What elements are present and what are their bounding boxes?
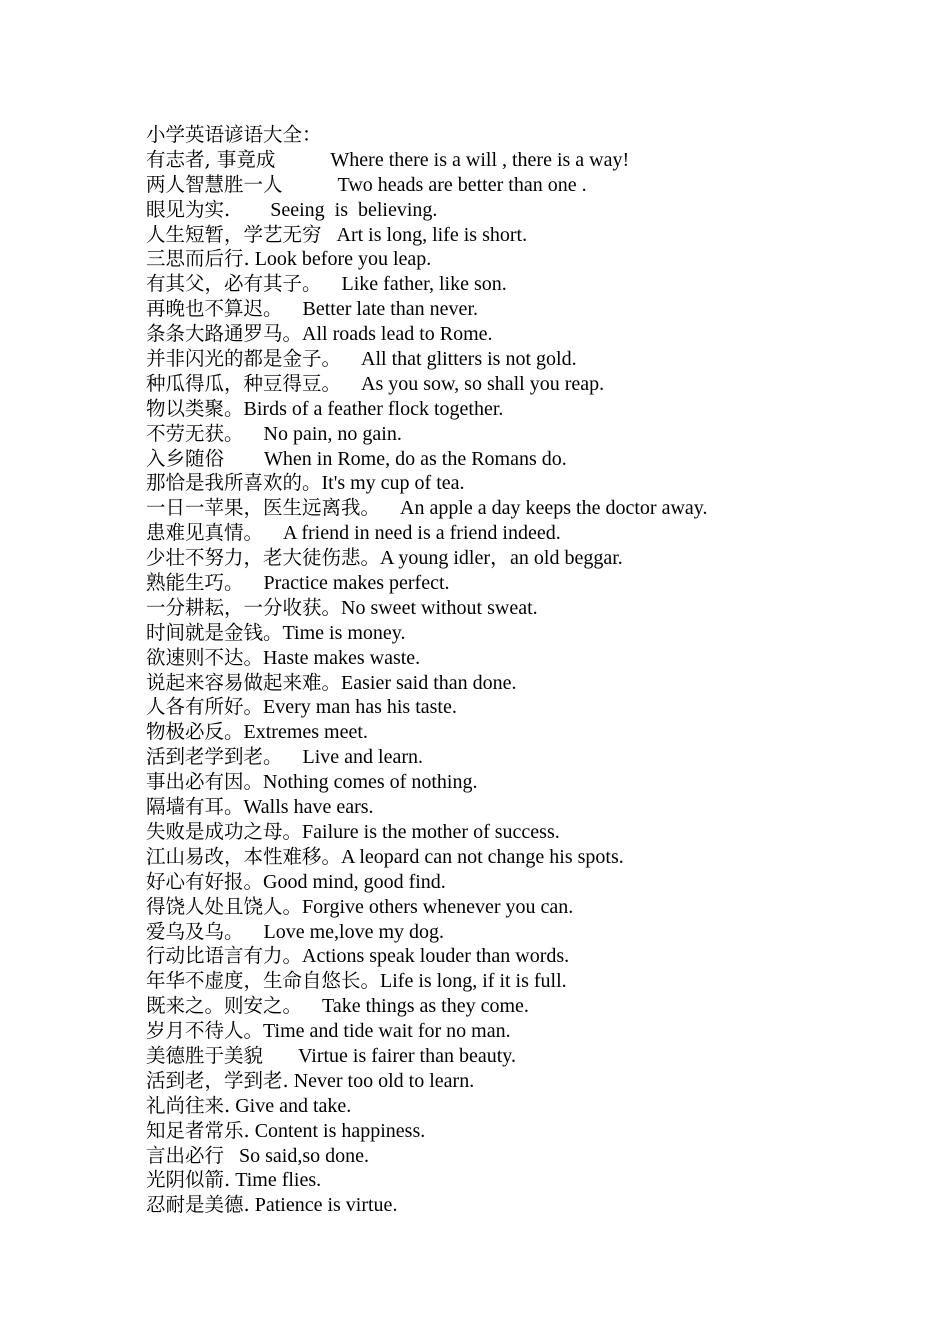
proverb-list bbox=[146, 148, 906, 1218]
proverb-english: Art is long, life is short. bbox=[336, 223, 528, 246]
proverb-chinese: 失败是成功之母。 bbox=[146, 819, 303, 843]
proverb-chinese: 说起来容易做起来难。 bbox=[146, 670, 342, 694]
proverb-spacing bbox=[322, 224, 337, 246]
proverb-line bbox=[146, 944, 906, 969]
proverb-english: Where there is a will , there is a way! bbox=[330, 148, 630, 171]
proverb-line bbox=[146, 521, 906, 546]
proverb-english: Two heads are better than one . bbox=[337, 173, 587, 196]
proverb-english: All roads lead to Rome. bbox=[302, 323, 493, 346]
proverb-english: Extremes meet. bbox=[243, 721, 368, 744]
proverb-english: Patience is virtue. bbox=[254, 1194, 398, 1217]
proverb-line bbox=[146, 1119, 906, 1144]
proverb-chinese: 熟能生巧。 bbox=[146, 571, 244, 595]
proverb-chinese: 时间就是金钱。 bbox=[146, 620, 283, 644]
proverb-line bbox=[146, 870, 906, 895]
proverb-chinese: 欲速则不达。 bbox=[146, 645, 264, 669]
proverb-spacing bbox=[283, 746, 303, 768]
proverb-chinese: 礼尚往来. bbox=[146, 1093, 231, 1117]
proverb-english: Seeing is believing. bbox=[270, 198, 438, 221]
proverb-line bbox=[146, 920, 906, 945]
proverb-line bbox=[146, 496, 906, 521]
proverb-english: Time is money. bbox=[282, 621, 406, 644]
proverb-english: All that glitters is not gold. bbox=[361, 348, 577, 371]
proverb-chinese: 年华不虚度，生命自悠长。 bbox=[146, 969, 381, 993]
proverb-line bbox=[146, 671, 906, 696]
proverb-spacing bbox=[230, 199, 270, 221]
proverb-english: Actions speak louder than words. bbox=[302, 945, 570, 968]
proverb-spacing bbox=[224, 448, 264, 470]
proverb-line bbox=[146, 646, 906, 671]
document-body bbox=[146, 123, 906, 1218]
proverb-chinese: 有其父，必有其子。 bbox=[146, 272, 322, 296]
proverb-english: Easier said than done. bbox=[341, 671, 517, 694]
proverb-line bbox=[146, 247, 906, 272]
proverb-chinese: 患难见真情。 bbox=[146, 521, 264, 545]
proverb-spacing bbox=[224, 1145, 239, 1167]
proverb-spacing bbox=[380, 497, 400, 519]
proverb-chinese: 人生短暂，学艺无穷 bbox=[146, 222, 322, 246]
proverb-line bbox=[146, 845, 906, 870]
proverb-spacing bbox=[283, 174, 338, 196]
proverb-line bbox=[146, 1168, 906, 1193]
proverb-line bbox=[146, 1019, 906, 1044]
proverb-chinese: 人各有所好。 bbox=[146, 695, 264, 719]
proverb-line bbox=[146, 695, 906, 720]
proverb-english: Love me,love my dog. bbox=[263, 920, 445, 943]
proverb-english: As you sow, so shall you reap. bbox=[361, 372, 605, 395]
proverb-line bbox=[146, 1094, 906, 1119]
proverb-english: A friend in need is a friend indeed. bbox=[283, 522, 561, 545]
proverb-spacing bbox=[244, 423, 264, 445]
proverb-english: Look before you leap. bbox=[254, 248, 432, 271]
proverb-chinese: 得饶人处且饶人。 bbox=[146, 894, 303, 918]
proverb-english: Life is long, if it is full. bbox=[380, 970, 567, 993]
proverb-chinese: 江山易改，本性难移。 bbox=[146, 844, 342, 868]
proverb-chinese: 种瓜得瓜，种豆得豆。 bbox=[146, 371, 342, 395]
proverb-chinese: 一日一苹果，医生远离我。 bbox=[146, 496, 381, 520]
proverb-spacing bbox=[275, 149, 330, 171]
proverb-line bbox=[146, 571, 906, 596]
proverb-line bbox=[146, 820, 906, 845]
proverb-line bbox=[146, 148, 906, 173]
proverb-english: Give and take. bbox=[235, 1094, 352, 1117]
proverb-english: Like father, like son. bbox=[341, 273, 507, 296]
proverb-line bbox=[146, 795, 906, 820]
proverb-chinese: 岁月不待人。 bbox=[146, 1019, 264, 1043]
proverb-line bbox=[146, 596, 906, 621]
proverb-line bbox=[146, 994, 906, 1019]
proverb-chinese: 不劳无获。 bbox=[146, 421, 244, 445]
proverb-chinese: 事出必有因。 bbox=[146, 770, 264, 794]
proverb-line bbox=[146, 447, 906, 472]
proverb-spacing bbox=[322, 273, 342, 295]
proverb-english: It's my cup of tea. bbox=[321, 472, 465, 495]
proverb-chinese: 两人智慧胜一人 bbox=[146, 172, 283, 196]
proverb-line bbox=[146, 969, 906, 994]
proverb-line bbox=[146, 745, 906, 770]
proverb-english: Live and learn. bbox=[302, 746, 424, 769]
proverb-english: Failure is the mother of success. bbox=[302, 820, 560, 843]
proverb-line bbox=[146, 895, 906, 920]
proverb-line bbox=[146, 223, 906, 248]
proverb-english: No pain, no gain. bbox=[263, 422, 402, 445]
proverb-english: Birds of a feather flock together. bbox=[243, 397, 504, 420]
proverb-chinese: 言出必行 bbox=[146, 1143, 225, 1167]
proverb-line bbox=[146, 1144, 906, 1169]
proverb-chinese: 既来之。则安之。 bbox=[146, 994, 303, 1018]
proverb-line bbox=[146, 322, 906, 347]
proverb-chinese: 活到老学到老。 bbox=[146, 745, 283, 769]
proverb-line bbox=[146, 198, 906, 223]
proverb-spacing bbox=[341, 373, 361, 395]
proverb-line bbox=[146, 397, 906, 422]
proverb-english: Forgive others whenever you can. bbox=[302, 895, 574, 918]
proverb-chinese: 爱乌及乌。 bbox=[146, 919, 244, 943]
proverb-spacing bbox=[263, 522, 283, 544]
proverb-english: Walls have ears. bbox=[243, 796, 374, 819]
proverb-english: No sweet without sweat. bbox=[341, 596, 538, 619]
proverb-line bbox=[146, 1193, 906, 1218]
proverb-english: When in Rome, do as the Romans do. bbox=[264, 447, 567, 470]
proverb-english: Virtue is fairer than beauty. bbox=[298, 1044, 516, 1067]
proverb-english: Take things as they come. bbox=[322, 995, 529, 1018]
proverb-line bbox=[146, 347, 906, 372]
proverb-line bbox=[146, 297, 906, 322]
proverb-chinese: 美德胜于美貌 bbox=[146, 1043, 264, 1067]
proverb-chinese: 忍耐是美德. bbox=[146, 1193, 250, 1217]
proverb-line bbox=[146, 770, 906, 795]
proverb-chinese: 并非闪光的都是金子。 bbox=[146, 347, 342, 371]
proverb-spacing bbox=[244, 921, 264, 943]
document-title: 小学英语谚语大全： bbox=[146, 123, 322, 146]
proverb-line bbox=[146, 471, 906, 496]
proverb-chinese: 有志者, 事竟成 bbox=[146, 147, 276, 171]
proverb-english: Never too old to learn. bbox=[293, 1069, 475, 1092]
proverb-line bbox=[146, 546, 906, 571]
proverb-chinese: 活到老，学到老. bbox=[146, 1068, 289, 1092]
proverb-english: So said,so done. bbox=[239, 1144, 370, 1167]
proverb-line bbox=[146, 272, 906, 297]
proverb-english: Time and tide wait for no man. bbox=[263, 1020, 511, 1043]
proverb-chinese: 那恰是我所喜欢的。 bbox=[146, 471, 322, 495]
proverb-spacing bbox=[244, 572, 264, 594]
proverb-english: A young idler，an old beggar. bbox=[380, 547, 623, 570]
proverb-chinese: 三思而后行. bbox=[146, 247, 250, 271]
proverb-english: Content is happiness. bbox=[254, 1119, 426, 1142]
proverb-line bbox=[146, 173, 906, 198]
proverb-chinese: 条条大路通罗马。 bbox=[146, 322, 303, 346]
proverb-chinese: 行动比语言有力。 bbox=[146, 944, 303, 968]
proverb-chinese: 入乡随俗 bbox=[146, 446, 225, 470]
proverb-english: Nothing comes of nothing. bbox=[263, 771, 478, 794]
proverb-chinese: 眼见为实. bbox=[146, 197, 231, 221]
proverb-english: Practice makes perfect. bbox=[263, 572, 450, 595]
proverb-english: Time flies. bbox=[235, 1169, 322, 1192]
proverb-chinese: 再晚也不算迟。 bbox=[146, 297, 283, 321]
proverb-line bbox=[146, 621, 906, 646]
proverb-english: An apple a day keeps the doctor away. bbox=[400, 497, 708, 520]
proverb-spacing bbox=[263, 1045, 298, 1067]
proverb-chinese: 知足者常乐. bbox=[146, 1118, 250, 1142]
proverb-spacing bbox=[302, 995, 322, 1017]
proverb-english: Every man has his taste. bbox=[263, 696, 457, 719]
proverb-chinese: 物极必反。 bbox=[146, 720, 244, 744]
proverb-line bbox=[146, 720, 906, 745]
proverb-spacing bbox=[341, 348, 361, 370]
proverb-chinese: 光阴似箭. bbox=[146, 1168, 231, 1192]
proverb-line bbox=[146, 1044, 906, 1069]
proverb-english: Haste makes waste. bbox=[263, 646, 421, 669]
proverb-english: Better late than never. bbox=[302, 298, 478, 321]
proverb-line bbox=[146, 422, 906, 447]
proverb-line bbox=[146, 1069, 906, 1094]
proverb-english: A leopard can not change his spots. bbox=[341, 845, 624, 868]
proverb-chinese: 一分耕耘，一分收获。 bbox=[146, 595, 342, 619]
proverb-line bbox=[146, 372, 906, 397]
proverb-chinese: 隔墙有耳。 bbox=[146, 795, 244, 819]
proverb-chinese: 少壮不努力，老大徒伤悲。 bbox=[146, 546, 381, 570]
proverb-chinese: 物以类聚。 bbox=[146, 396, 244, 420]
proverb-chinese: 好心有好报。 bbox=[146, 869, 264, 893]
proverb-english: Good mind, good find. bbox=[263, 870, 446, 893]
proverb-spacing bbox=[283, 298, 303, 320]
